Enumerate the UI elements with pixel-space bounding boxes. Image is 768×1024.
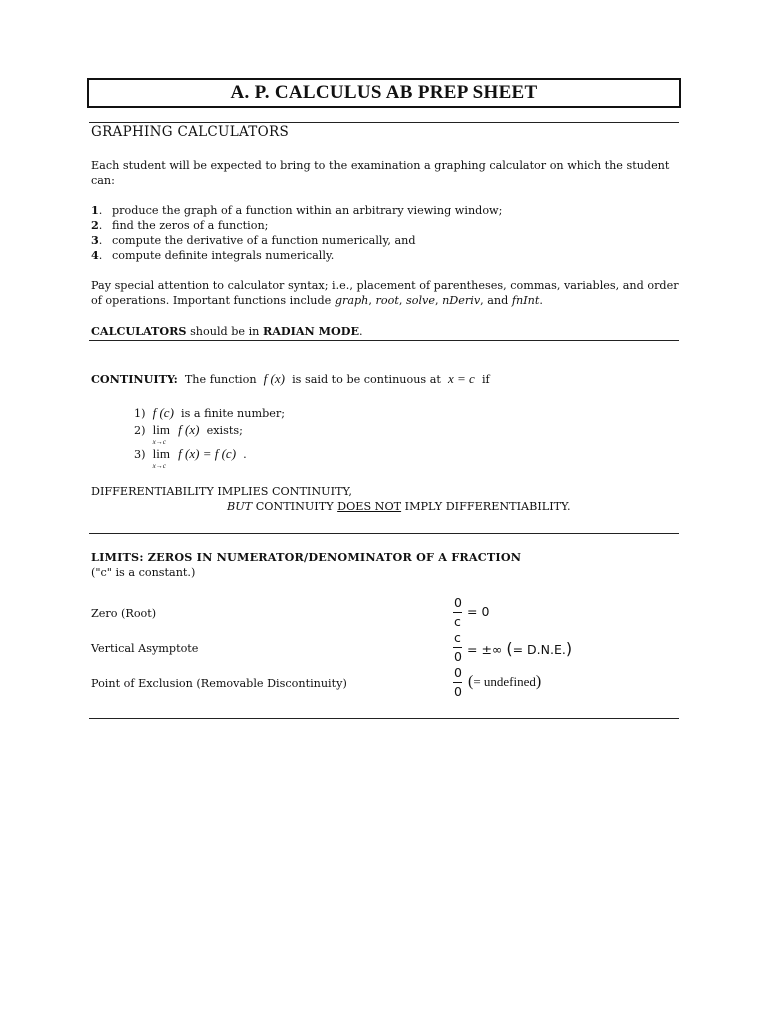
condition-text: . [243,448,247,461]
continuity-text: CONTINUITY [255,500,334,513]
fraction-denominator: 0 [454,684,462,699]
condition-2 [134,422,243,446]
condition-text: exists; [206,424,243,437]
function-name: root [375,294,399,307]
list-number: 1 [91,203,99,217]
fc-expression: f (c) [152,405,174,420]
limit-subscript: x→c [152,438,166,446]
does-not-text: DOES NOT [337,500,402,513]
list-item: 3. compute the derivative of a function numerically, and [91,233,416,247]
x-equals-c: x = c [448,371,475,386]
section-heading-limits: LIMITS: ZEROS IN NUMERATOR/DENOMINATOR OF A FRACTION [91,550,522,564]
calc-mid: should be in [190,325,260,338]
condition-number: 1) [134,407,146,420]
function-name: graph [334,294,369,307]
fraction-bar [453,682,462,683]
lim-text: lim [152,422,170,437]
continuity-definition [91,371,490,387]
imply-text: IMPLY DIFFERENTIABILITY. [404,500,571,513]
fraction-result: = 0 [467,604,490,619]
fraction-bar [453,647,462,648]
fraction-numerator: 0 [454,595,462,610]
list-item-text: produce the graph of a function within an arbitrary viewing window; [112,204,503,217]
intro-line-1: Each student will be expected to bring to the examination a graphing calculator on which the student [91,159,670,172]
continuity-suffix: if [481,373,490,386]
fraction-numerator: 0 [454,665,462,680]
divider [89,533,679,534]
syntax-and: and [487,294,509,307]
list-item-text: compute definite integrals numerically. [112,249,335,262]
list-item: 2. find the zeros of a function; [91,218,269,232]
result-value: = ±∞ [467,642,503,657]
result-parenthetical: = undefined [473,674,536,689]
list-number: 4 [91,248,99,262]
condition-number: 2) [134,424,146,437]
radian-mode-label: RADIAN MODE [262,324,360,338]
continuity-label: CONTINUITY: [91,372,178,386]
calculators-label: CALCULATORS [91,324,187,338]
condition-1 [134,405,285,421]
function-name: nDeriv [442,294,481,307]
constant-note: ("c" is a constant.) [91,566,196,579]
calculator-requirements-list [91,203,631,263]
list-item-text: compute the derivative of a function numerically, and [112,234,416,247]
continuity-mid: is said to be continuous at [292,373,441,386]
limit-row-label: Point of Exclusion (Removable Discontinuity) [91,677,347,690]
limit-operator [152,422,175,446]
fraction-result: (= undefined) [468,673,542,690]
page-title: A. P. CALCULUS AB PREP SHEET [87,78,681,108]
limit-subscript: x→c [152,462,166,470]
limit-row-label: Vertical Asymptote [91,642,199,655]
syntax-line-2: of operations. Important functions include graph, root, solve, nDeriv, and fnInt. [91,294,543,307]
condition-3 [134,446,247,470]
limit-operator [152,446,175,470]
condition-text: is a finite number; [181,407,285,420]
syntax-prefix: of operations. Important functions include [91,294,332,307]
divider [89,718,679,719]
fraction-numerator: c [454,630,461,645]
syntax-line-1: Pay special attention to calculator syntax; i.e., placement of parentheses, commas, variables, and order [91,279,679,292]
differentiability-line-1: DIFFERENTIABILITY IMPLIES CONTINUITY, [91,485,352,498]
function-name: fnInt [511,294,540,307]
function-name: solve [405,294,435,307]
fraction-bar [453,612,462,613]
lim-text: lim [152,446,170,461]
list-item: 4. compute definite integrals numerically. [91,248,335,262]
calculator-mode-note: CALCULATORS should be in RADIAN MODE. [91,324,363,338]
limit-equation: f (x) = f (c) [178,446,237,461]
intro-line-2: can: [91,174,115,187]
list-number: 3 [91,233,99,247]
continuity-prefix: The function [184,373,257,386]
list-number: 2 [91,218,99,232]
list-item: 1. produce the graph of a function within an arbitrary viewing window; [91,203,503,217]
but-text: BUT [227,500,253,513]
fraction-denominator: 0 [454,649,462,664]
fx-expression: f (x) [263,371,285,386]
list-item-text: find the zeros of a function; [112,219,269,232]
fraction-denominator: c [454,614,461,629]
divider [89,340,679,341]
fraction-result: = ±∞ (= D.N.E.) [467,639,573,658]
fx-expression: f (x) [178,422,200,437]
divider [89,122,679,123]
limit-row-label: Zero (Root) [91,607,157,620]
section-heading-graphing: GRAPHING CALCULATORS [91,124,289,140]
differentiability-line-2 [227,499,571,514]
condition-number: 3) [134,448,146,461]
result-parenthetical: = D.N.E. [512,642,566,657]
